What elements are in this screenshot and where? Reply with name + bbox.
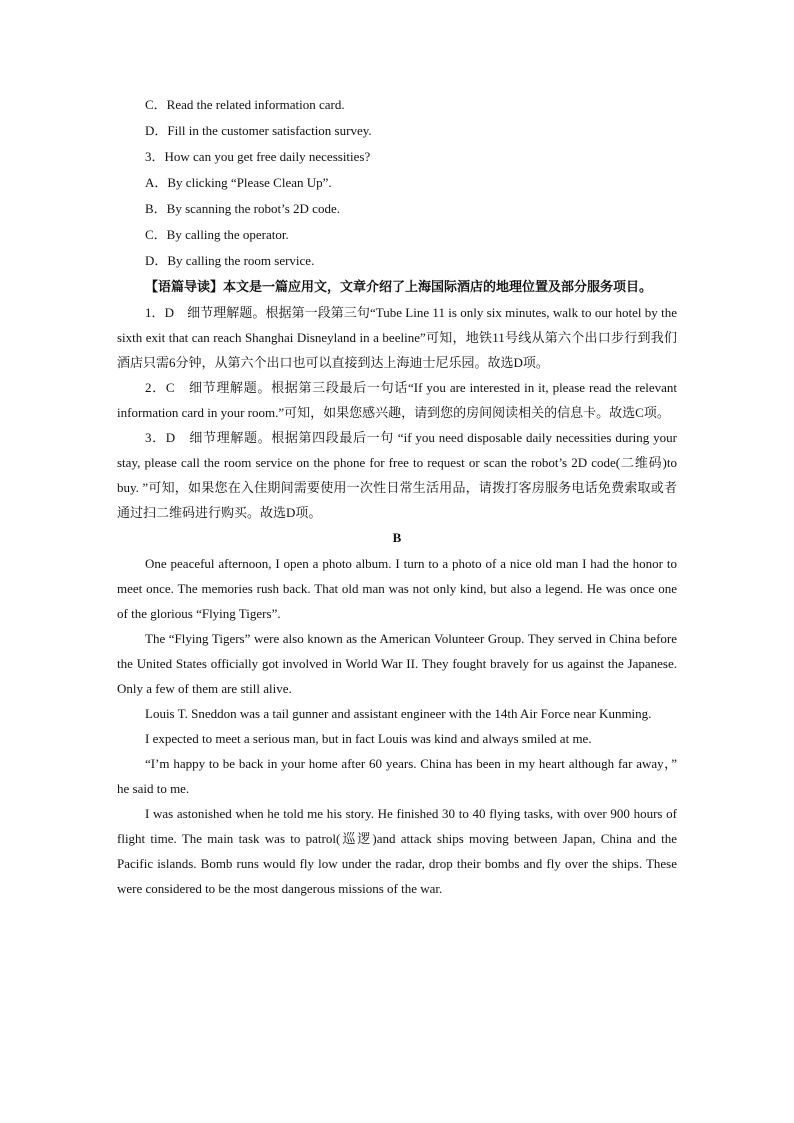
reading-guide: 【语篇导读】本文是一篇应用文，文章介绍了上海国际酒店的地理位置及部分服务项目。 [145, 279, 653, 294]
question-3-stem: 3．How can you get free daily necessities? [145, 149, 371, 164]
option-2d: D．Fill in the customer satisfaction survey. [145, 123, 372, 138]
answer-3: 3．D 细节理解题。根据第四段最后一句 “if you need disposable daily necessities during your stay, please call the room service on the phone for free to request or scan the robot’s 2D code(二维码)to buy. ”可知，如果您在入住期间需要使用一次性日常生活用品，请拨打客房服务电话免费索取或者通过扫二维码进行购买。故选D项。 [117, 430, 677, 520]
answer-2: 2．C 细节理解题。根据第三段最后一句话“If you are interested in it, please read the relevant information card in your room.”可知，如果您感兴趣，请到您的房间阅读相关的信息卡。故选C项。 [117, 380, 677, 420]
section-b-title: B [392, 530, 402, 545]
document-page [117, 92, 677, 901]
answer-1: 1．D 细节理解题。根据第一段第三句“Tube Line 11 is only six minutes, walk to our hotel by the sixth exit that can reach Shanghai Disneyland in a beeline”可知，地铁11号线从第六个出口步行到我们酒店只需6分钟，从第六个出口也可以直接到达上海迪士尼乐园。故选D项。 [117, 305, 677, 370]
passage-paragraph: I was astonished when he told me his story. He finished 30 to 40 flying tasks, with over 900 hours of flight time. The main task was to patrol(巡逻)and attack ships moving between Japan, China and the Pacific islands. Bomb runs would fly low under the radar, drop their bombs and fly over the ships. These were considered to be the most dangerous missions of the war. [117, 806, 677, 896]
passage-paragraph: The “Flying Tigers” were also known as the American Volunteer Group. They served in China before the United States officially got involved in World War II. They fought bravely for us against the Japanese. Only a few of them are still alive. [117, 631, 677, 696]
option-3a: A．By clicking “Please Clean Up”. [145, 175, 332, 190]
option-3b: B．By scanning the robot’s 2D code. [145, 201, 340, 216]
passage-paragraph: One peaceful afternoon, I open a photo album. I turn to a photo of a nice old man I had the honor to meet once. The memories rush back. That old man was not only kind, but also a legend. He was once one of the glorious “Flying Tigers”. [117, 556, 677, 621]
passage-paragraph: Louis T. Sneddon was a tail gunner and assistant engineer with the 14th Air Force near Kunming. [145, 706, 652, 721]
option-2c: C．Read the related information card. [145, 97, 345, 112]
option-3c: C．By calling the operator. [145, 227, 289, 242]
passage-paragraph: “I’m happy to be back in your home after 60 years. China has been in my heart although far away，” he said to me. [117, 756, 677, 796]
passage-paragraph: I expected to meet a serious man, but in fact Louis was kind and always smiled at me. [145, 731, 592, 746]
option-3d: D．By calling the room service. [145, 253, 315, 268]
